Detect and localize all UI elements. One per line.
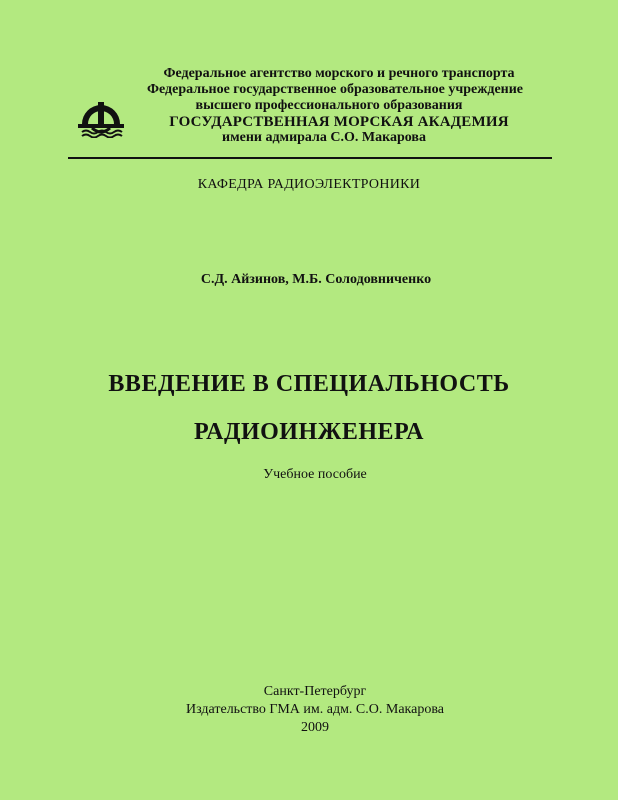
publication-info bbox=[0, 683, 618, 737]
publisher: Издательство ГМА им. адм. С.О. Макарова bbox=[186, 702, 444, 717]
education-level-line: высшего профессионального образования bbox=[195, 98, 463, 113]
institution-header bbox=[0, 66, 618, 146]
book-title-line-2: РАДИОИНЖЕНЕРА bbox=[194, 419, 424, 445]
header-divider bbox=[68, 157, 552, 159]
institution-type-line: Федеральное государственное образовательное учреждение bbox=[146, 82, 524, 97]
authors: С.Д. Айзинов, М.Б. Солодовниченко bbox=[200, 272, 432, 287]
department-name: КАФЕДРА РАДИОЭЛЕКТРОНИКИ bbox=[197, 177, 421, 192]
publication-city: Санкт-Петербург bbox=[263, 684, 367, 699]
academy-named-after-line: имени адмирала С.О. Макарова bbox=[222, 130, 426, 145]
book-title-line-1: ВВЕДЕНИЕ В СПЕЦИАЛЬНОСТЬ bbox=[108, 371, 510, 397]
agency-line: Федеральное агентство морского и речного транспорта bbox=[163, 66, 515, 81]
academy-name-line: ГОСУДАРСТВЕННАЯ МОРСКАЯ АКАДЕМИЯ bbox=[169, 114, 509, 130]
book-subtitle: Учебное пособие bbox=[263, 467, 367, 482]
book-title bbox=[0, 360, 618, 456]
publication-year: 2009 bbox=[301, 720, 329, 735]
